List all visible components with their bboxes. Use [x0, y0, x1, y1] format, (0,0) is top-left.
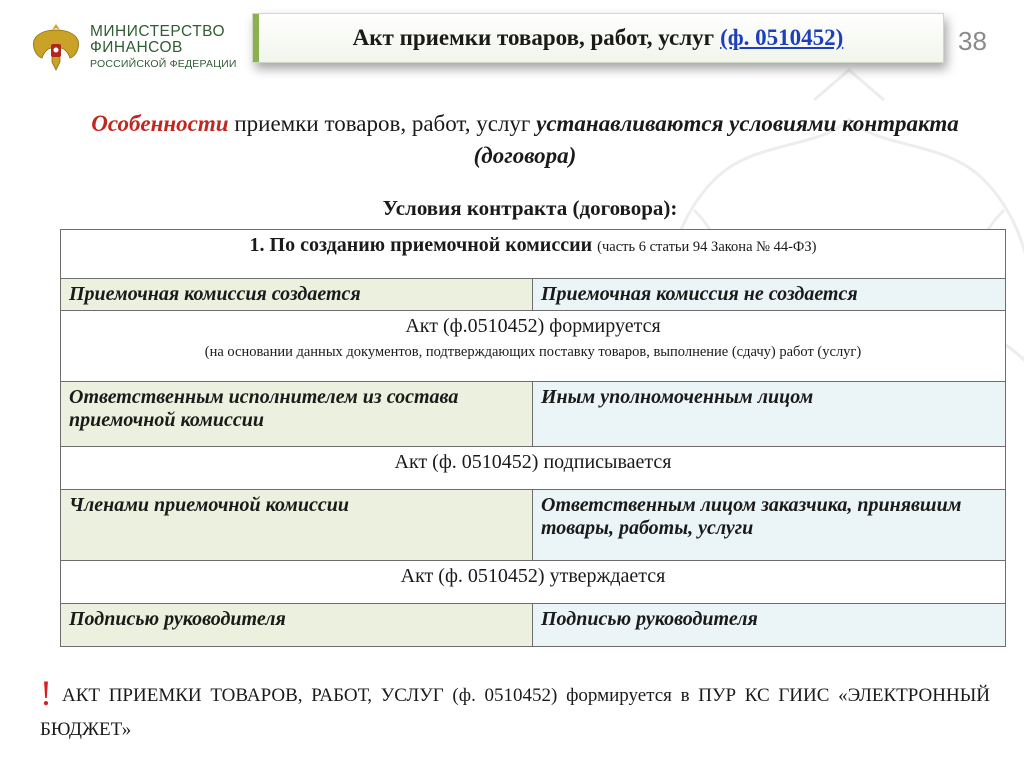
contract-conditions-table	[60, 229, 1006, 647]
table-row	[61, 561, 1006, 604]
table-row	[61, 490, 1006, 561]
table-cell-right: Приемочная комиссия не создается	[533, 279, 1006, 311]
table-row	[61, 311, 1006, 382]
logo-line-1: МИНИСТЕРСТВО	[90, 23, 226, 41]
slide-title	[353, 25, 844, 51]
table-row	[61, 604, 1006, 647]
table-row	[61, 279, 1006, 311]
act-formed-note: (на основании данных документов, подтверждающих поставку товаров, выполнение (сдачу) работ (услуг)	[204, 344, 862, 360]
footer-notice	[40, 673, 990, 747]
law-reference: (часть 6 статьи 94 Закона № 44-ФЗ)	[597, 239, 817, 255]
logo-line-3: РОССИЙСКОЙ ФЕДЕРАЦИИ	[90, 57, 237, 70]
table-cell-full: Акт (ф. 0510452) подписывается	[61, 447, 1006, 490]
ministry-logo	[30, 18, 237, 76]
table-cell-full: Акт (ф. 0510452) утверждается	[61, 561, 1006, 604]
slide-title-text: Акт приемки товаров, работ, услуг	[352, 25, 715, 50]
table-cell-full	[61, 311, 1006, 382]
table-row	[61, 447, 1006, 490]
headline-middle: приемки товаров, работ, услуг	[234, 111, 531, 136]
eagle-emblem-icon	[30, 18, 82, 76]
table-cell-right: Иным уполномоченным лицом	[533, 382, 1006, 447]
commission-heading: 1. По созданию приемочной комиссии	[249, 234, 593, 256]
headline	[40, 108, 1010, 172]
table-cell-header	[61, 230, 1006, 279]
headline-ending: устанавливаются условиями контракта (договора)	[473, 111, 959, 168]
title-accent-stripe	[253, 14, 259, 62]
headline-emphasis: Особенности	[91, 111, 229, 136]
table-row	[61, 382, 1006, 447]
table-cell-right: Подписью руководителя	[533, 604, 1006, 647]
table-cell-left: Подписью руководителя	[61, 604, 533, 647]
table-cell-right: Ответственным лицом заказчика, принявшим товары, работы, услуги	[533, 490, 1006, 561]
act-formed-text: Акт (ф.0510452) формируется	[405, 315, 661, 337]
footer-notice-text: АКТ ПРИЕМКИ ТОВАРОВ, РАБОТ, УСЛУГ (ф. 0510452) формируется в ПУР КС ГИИС «ЭЛЕКТРОННЫЙ БЮДЖЕТ»	[40, 685, 990, 740]
table-row	[61, 230, 1006, 279]
exclamation-icon: !	[40, 673, 52, 713]
table-cell-left: Приемочная комиссия создается	[61, 279, 533, 311]
form-link[interactable]: (ф. 0510452)	[720, 25, 844, 50]
table-cell-left: Членами приемочной комиссии	[61, 490, 533, 561]
logo-line-2: ФИНАНСОВ	[90, 39, 183, 57]
page-number: 38	[958, 26, 987, 56]
slide-title-bar	[252, 13, 944, 63]
table-cell-left: Ответственным исполнителем из состава приемочной комиссии	[61, 382, 533, 447]
table-caption: Условия контракта (договора):	[382, 196, 678, 220]
